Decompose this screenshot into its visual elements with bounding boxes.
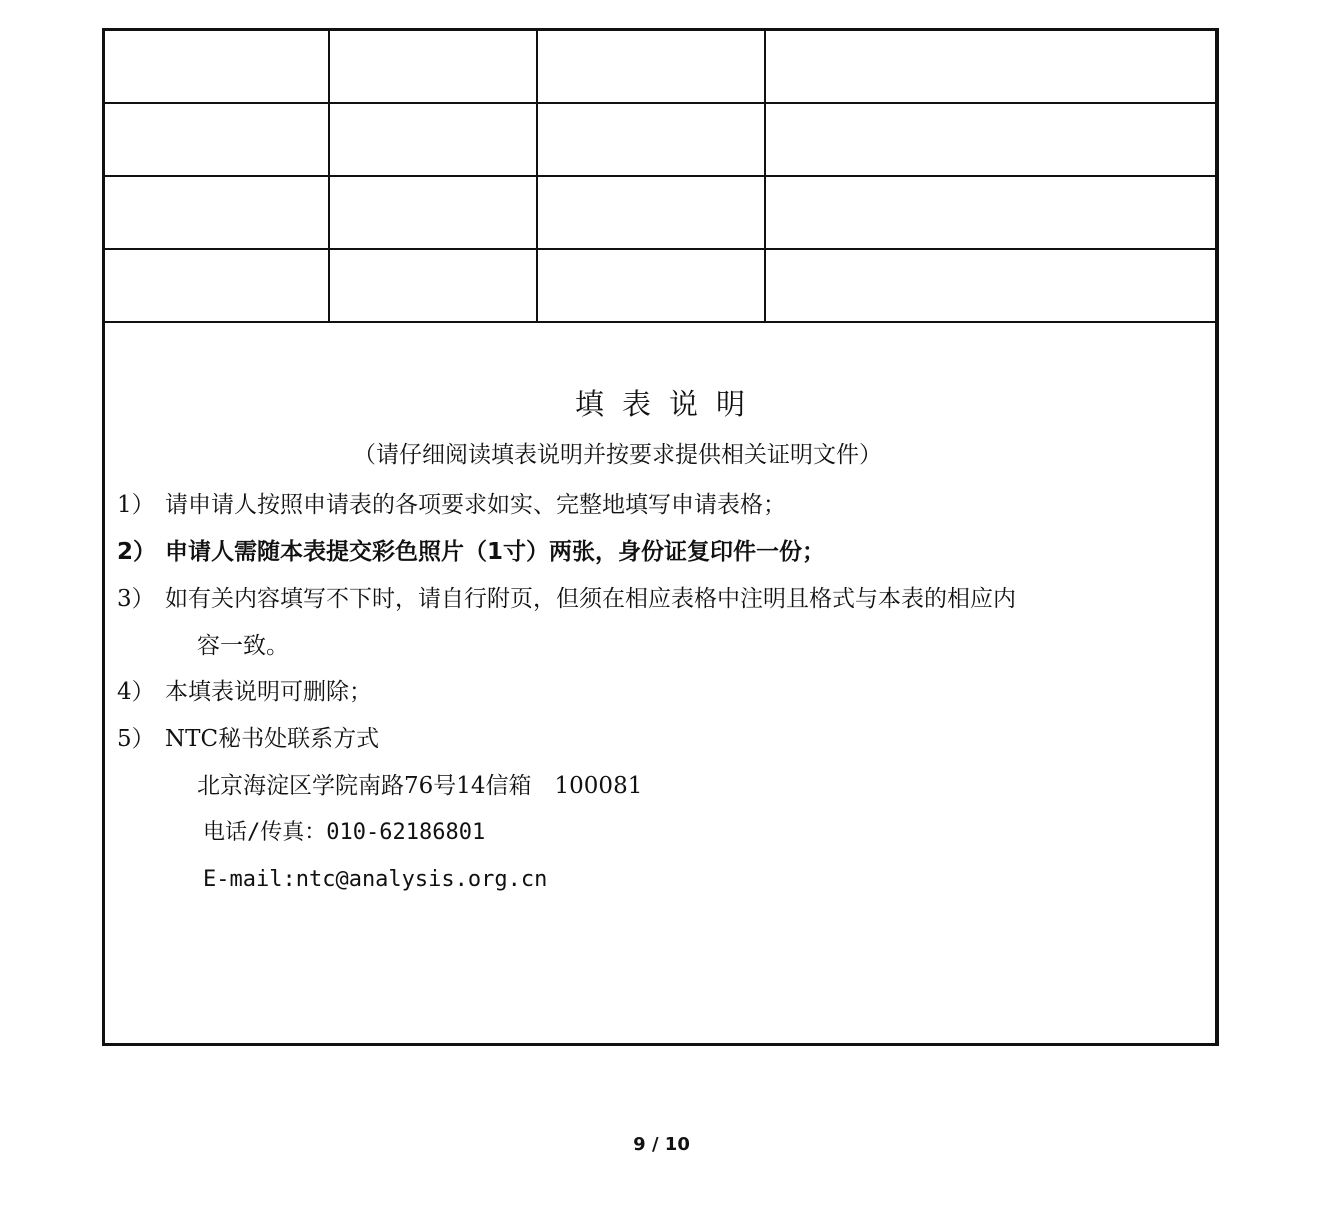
item-text: NTC秘书处联系方式 xyxy=(165,726,380,752)
instruction-item-4 xyxy=(117,677,372,707)
table-cell[interactable] xyxy=(537,176,765,249)
table-row xyxy=(105,249,1219,322)
instruction-item-2 xyxy=(117,537,825,567)
table-cell[interactable] xyxy=(105,103,329,176)
table-cell[interactable] xyxy=(537,31,765,103)
instructions-section xyxy=(105,320,1215,1043)
blank-entry-table xyxy=(105,31,1219,323)
table-cell[interactable] xyxy=(765,249,1219,322)
item-text: 本填表说明可删除； xyxy=(165,679,372,705)
item-number: 1） xyxy=(117,492,155,518)
item-number: 2） xyxy=(117,539,157,565)
instructions-title: 填表说明 xyxy=(574,387,763,421)
table-cell[interactable] xyxy=(765,103,1219,176)
table-row xyxy=(105,176,1219,249)
table-cell[interactable] xyxy=(765,31,1219,103)
table-cell[interactable] xyxy=(329,103,537,176)
table-row xyxy=(105,31,1219,103)
table-cell[interactable] xyxy=(329,249,537,322)
item-number: 4） xyxy=(117,679,155,705)
table-cell[interactable] xyxy=(329,176,537,249)
instruction-item-1 xyxy=(117,490,786,520)
item-text: 申请人需随本表提交彩色照片（1寸）两张，身份证复印件一份； xyxy=(165,539,826,565)
contact-address: 北京海淀区学院南路76号14信箱 100081 xyxy=(197,773,643,799)
table-cell[interactable] xyxy=(537,249,765,322)
instruction-item-3 xyxy=(117,584,1016,614)
instruction-item-3-continuation: 容一致。 xyxy=(197,633,289,659)
table-cell[interactable] xyxy=(765,176,1219,249)
instruction-item-5 xyxy=(117,724,379,754)
item-text: 如有关内容填写不下时，请自行附页，但须在相应表格中注明且格式与本表的相应内 xyxy=(165,586,1016,612)
contact-phone: 电话/传真：010-62186801 xyxy=(203,820,486,845)
table-cell[interactable] xyxy=(105,249,329,322)
form-frame xyxy=(102,28,1219,1046)
item-number: 3） xyxy=(117,586,155,612)
table-cell[interactable] xyxy=(105,31,329,103)
table-cell[interactable] xyxy=(105,176,329,249)
item-number: 5） xyxy=(117,726,155,752)
table-row xyxy=(105,103,1219,176)
table-cell[interactable] xyxy=(537,103,765,176)
contact-email[interactable]: E-mail:ntc@analysis.org.cn xyxy=(203,867,548,892)
page-number: 9 / 10 xyxy=(633,1134,690,1155)
item-text: 请申请人按照申请表的各项要求如实、完整地填写申请表格； xyxy=(165,492,786,518)
table-cell[interactable] xyxy=(329,31,537,103)
instructions-subtitle: （请仔细阅读填表说明并按要求提供相关证明文件） xyxy=(353,442,882,468)
